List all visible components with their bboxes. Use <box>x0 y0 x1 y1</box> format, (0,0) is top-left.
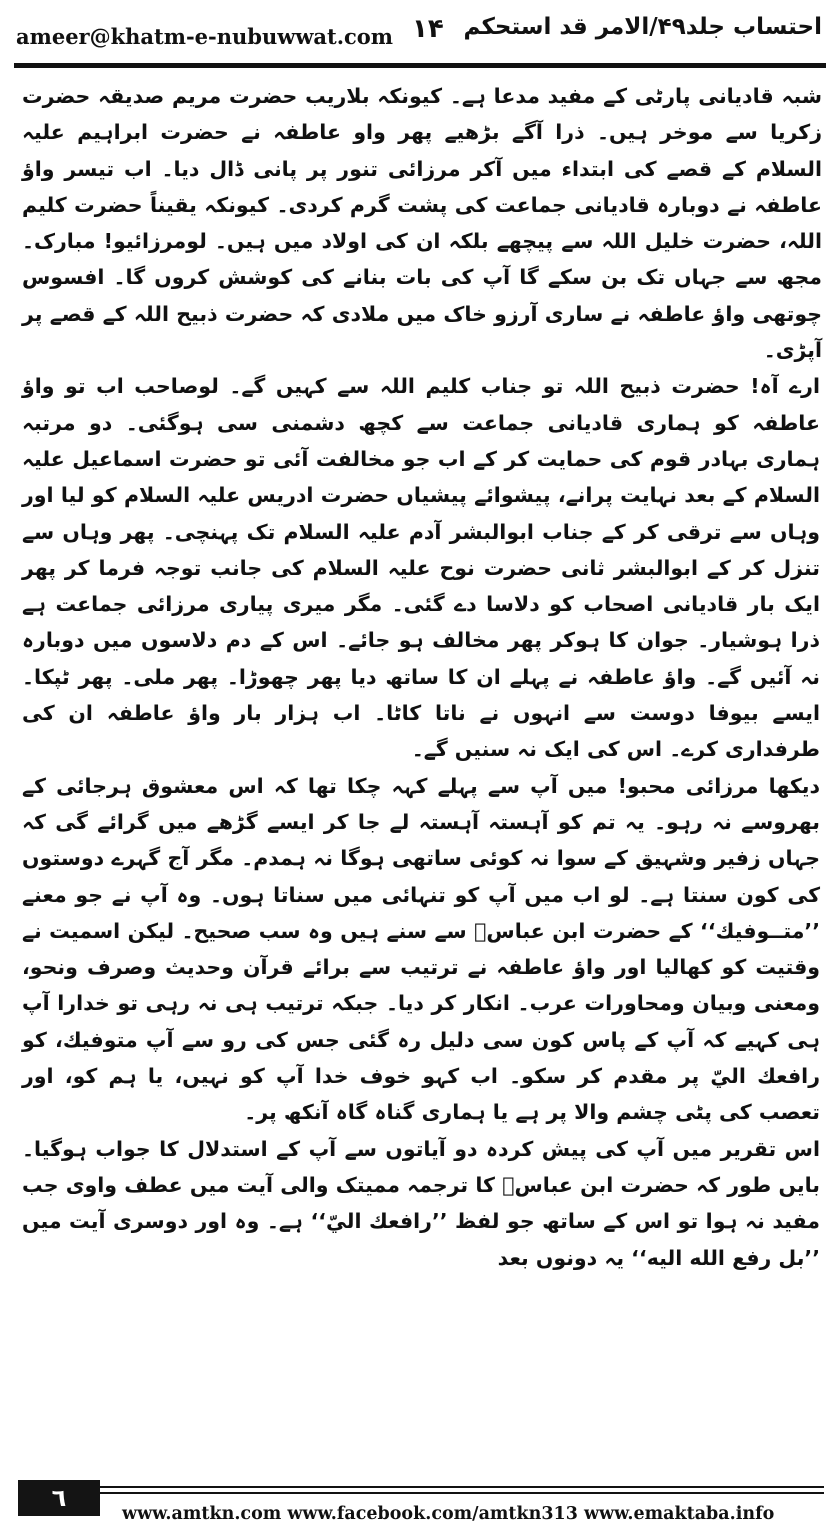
paragraph-4: اس تقریر میں آپ کی پیش کردہ دو آیاتوں سے آپ کے استدلال کا جواب ہوگیا۔ بایں طور کہ حضرت ابن عباسؓ کا ترجمہ ممیتک والی آیت میں عطف واوی جب مفید نہ ہوا تو اس کے ساتھ جو لفظ ’’رافعك اليّ‘‘ ہے۔ وہ اور دوسری آیت میں ’’بل رفع الله اليه‘‘ یہ دونوں بعد <box>22 1136 820 1270</box>
paragraph-3: دیکھا مرزائی محبو! میں آپ سے پہلے کہہ چکا تھا کہ اس معشوق ہرجائی کے بھروسے نہ رہو۔ یہ تم کو آہستہ آہستہ لے جا کر ایسے گڑھے میں گرائے گی کہ جہاں زفیر وشہیق کے سوا نہ کوئی ساتھی ہوگا نہ ہمدم۔ مگر آج گہرے دوستوں کی کون سنتا ہے۔ لو اب میں آپ کو تنہائی میں سناتا ہوں۔ وہ آپ نے جو معنے ’’متــوفيك‘‘ کے حضرت ابن عباسؓ سے سنے ہیں وہ سب صحیح۔ لیکن اسمیت نے وقتیت کو کھالیا اور واؤ عاطفہ نے ترتیب سے برائے قرآن وحدیث وصرف ونحو، ومعنی وبیان ومحاورات عرب۔ انکار کر دیا۔ جبکہ ترتیب ہی نہ رہی تو خدارا آپ ہی کہیے کہ آپ کے پاس کون سی دلیل رہ گئی جس کی رو سے آپ متوفيك، کو رافعك اليّ پر مقدم کر سکو۔ اب کہو خوف خدا آپ کو نہیں، یا ہم کو، اور تعصب کی پٹی چشم والا پر ہے یا ہماری گناہ گاہ آنکھ پر۔ <box>22 773 820 1125</box>
footer-page-number: ٦ <box>18 1480 100 1516</box>
header-title: احتساب جلد۴۹/الامر قد استحکم <box>463 14 822 40</box>
main-text <box>22 78 822 1276</box>
header-rule <box>14 63 826 68</box>
paragraph-2: ارے آہ! حضرت ذبیح اللہ تو جناب کلیم اللہ سے کہیں گے۔ لوصاحب اب تو واؤ عاطفہ کو ہماری قادیانی جماعت سے کچھ دشمنی سی ہوگئی۔ دو مرتبہ ہماری بہادر قوم کی حمایت کر کے اب جو مخالفت آئی تو حضرت اسماعیل علیہ السلام کے بعد نہایت پرانے، پیشوائے پیشیاں حضرت ادریس علیہ السلام کو لیا اور وہاں سے ترقی کر کے جناب ابوالبشر آدم علیہ السلام تک پہنچی۔ پھر وہاں سے تنزل کر کے ابوالبشر ثانی حضرت نوح علیہ السلام کی جانب توجہ فرما کر پھر ایک بار قادیانی اصحاب کو دلاسا دے گئی۔ مگر میری پیاری مرزائی جماعت ہے ذرا ہوشیار۔ جوان کا ہوکر پھر مخالف ہو جائے۔ اس کے دم دلاسوں میں دوبارہ نہ آئیں گے۔ واؤ عاطفہ نے پہلے ان کا ساتھ دیا پھر چھوڑا۔ پھر ملی۔ پھر ٹپکا۔ ایسے بیوفا دوست سے انہوں نے ناتا کاٹا۔ اب ہزار بار واؤ عاطفہ ان کی طرفداری کرے۔ اس کی ایک نہ سنیں گے۔ <box>22 374 820 762</box>
page-header <box>0 0 840 70</box>
footer-rule-bottom <box>100 1492 824 1494</box>
footer-urls: www.amtkn.com www.facebook.com/amtkn313 www.emaktaba.info <box>122 1504 775 1524</box>
footer-rule-top <box>100 1486 824 1488</box>
header-page-number: ۱۴ <box>412 14 444 44</box>
header-email: ameer@khatm-e-nubuwwat.com <box>16 24 394 49</box>
page-footer <box>0 1480 840 1540</box>
paragraph-1: شبہ قادیانی پارٹی کے مفید مدعا ہے۔ کیونکہ بلاریب حضرت مریم صدیقہ حضرت زکریا سے موخر ہیں۔ ذرا آگے بڑھیے پھر واو عاطفہ نے حضرت ابراہیم علیہ السلام کے قصے کی ابتداء میں آکر مرزائی تنور پر پانی ڈال دیا۔ اب تیسر واؤ عاطفہ نے دوبارہ قادیانی جماعت کی پشت گرم کردی۔ کیونکہ یقیناً حضرت کلیم اللہ، حضرت خلیل اللہ سے پیچھے بلکہ ان کی اولاد میں ہیں۔ لومرزائیو! مبارک۔ مجھ سے جہاں تک بن سکے گا آپ کی بات بنانے کی کوشش کروں گا۔ افسوس چوتھی واؤ عاطفہ نے ساری آرزو خاک میں ملادی کہ حضرت ذبیح اللہ کے قصے پر آپڑی۔ <box>22 84 822 363</box>
